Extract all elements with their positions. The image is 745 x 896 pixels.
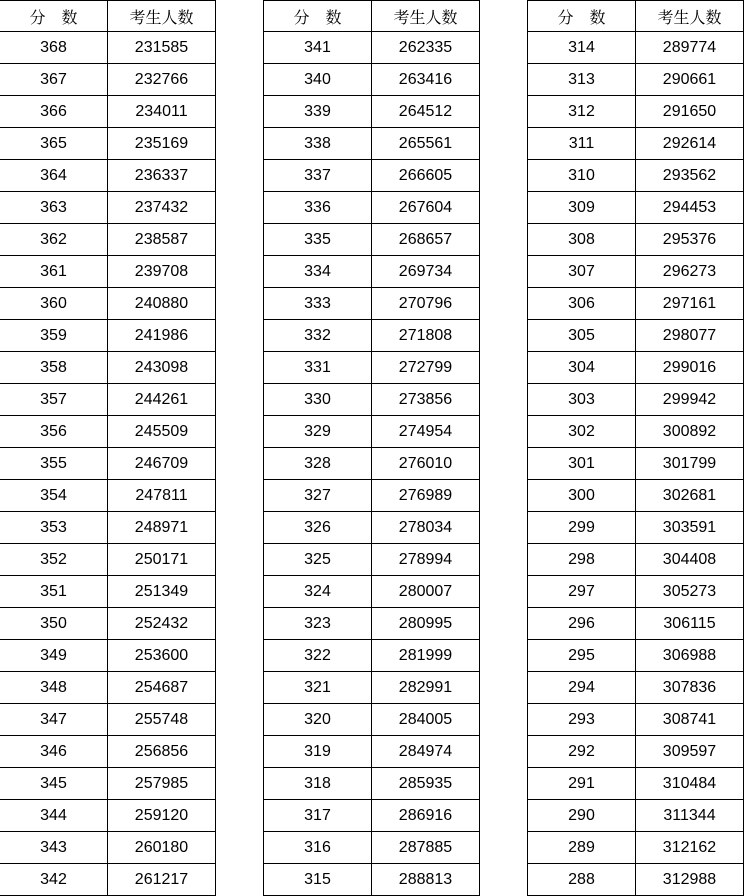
score-cell: 323 (264, 608, 372, 640)
score-table-2 (263, 0, 480, 896)
table-row (528, 64, 744, 96)
table-row (264, 416, 480, 448)
table-row (0, 288, 216, 320)
table-row (0, 640, 216, 672)
score-cell: 306 (528, 288, 636, 320)
table-row (528, 416, 744, 448)
table-row (264, 448, 480, 480)
count-cell: 293562 (636, 160, 744, 192)
score-cell: 304 (528, 352, 636, 384)
header-row (0, 1, 216, 32)
score-cell: 319 (264, 736, 372, 768)
table-body (528, 32, 744, 896)
score-cell: 333 (264, 288, 372, 320)
count-cell: 297161 (636, 288, 744, 320)
count-cell: 270796 (372, 288, 480, 320)
table-row (528, 192, 744, 224)
table-row (0, 736, 216, 768)
score-cell: 320 (264, 704, 372, 736)
header-row (528, 1, 744, 32)
score-cell: 334 (264, 256, 372, 288)
table-row (264, 160, 480, 192)
table-row (0, 128, 216, 160)
count-cell: 280995 (372, 608, 480, 640)
score-cell: 363 (0, 192, 108, 224)
score-cell: 350 (0, 608, 108, 640)
table-row (528, 96, 744, 128)
table-row (264, 672, 480, 704)
table-row (264, 288, 480, 320)
score-column-header: 分 数 (528, 1, 636, 32)
table-row (264, 800, 480, 832)
count-cell: 267604 (372, 192, 480, 224)
count-cell: 262335 (372, 32, 480, 64)
score-cell: 330 (264, 384, 372, 416)
score-column-header: 分 数 (0, 1, 108, 32)
count-cell: 307836 (636, 672, 744, 704)
count-cell: 247811 (108, 480, 216, 512)
score-cell: 366 (0, 96, 108, 128)
table-row (528, 640, 744, 672)
table-row (264, 640, 480, 672)
count-cell: 310484 (636, 768, 744, 800)
score-cell: 353 (0, 512, 108, 544)
count-cell: 273856 (372, 384, 480, 416)
score-cell: 311 (528, 128, 636, 160)
score-cell: 295 (528, 640, 636, 672)
score-cell: 331 (264, 352, 372, 384)
table-row (528, 320, 744, 352)
count-cell: 243098 (108, 352, 216, 384)
count-cell: 268657 (372, 224, 480, 256)
count-cell: 265561 (372, 128, 480, 160)
count-cell: 278034 (372, 512, 480, 544)
count-cell: 245509 (108, 416, 216, 448)
table-row (528, 736, 744, 768)
score-cell: 314 (528, 32, 636, 64)
score-cell: 327 (264, 480, 372, 512)
count-cell: 282991 (372, 672, 480, 704)
table-row (264, 576, 480, 608)
table-row (0, 512, 216, 544)
count-cell: 246709 (108, 448, 216, 480)
count-cell: 286916 (372, 800, 480, 832)
count-cell: 257985 (108, 768, 216, 800)
count-cell: 284005 (372, 704, 480, 736)
table-row (528, 384, 744, 416)
score-cell: 313 (528, 64, 636, 96)
score-table-1 (0, 0, 216, 896)
score-cell: 289 (528, 832, 636, 864)
count-cell: 266605 (372, 160, 480, 192)
score-cell: 335 (264, 224, 372, 256)
table-row (0, 352, 216, 384)
score-cell: 312 (528, 96, 636, 128)
table-row (264, 608, 480, 640)
table-row (264, 64, 480, 96)
count-cell: 288813 (372, 864, 480, 896)
table-row (0, 832, 216, 864)
table-row (528, 160, 744, 192)
table-row (0, 800, 216, 832)
table-row (0, 320, 216, 352)
header-row (264, 1, 480, 32)
score-cell: 365 (0, 128, 108, 160)
count-cell: 292614 (636, 128, 744, 160)
score-cell: 315 (264, 864, 372, 896)
score-cell: 307 (528, 256, 636, 288)
count-cell: 278994 (372, 544, 480, 576)
score-cell: 292 (528, 736, 636, 768)
count-cell: 294453 (636, 192, 744, 224)
count-cell: 312162 (636, 832, 744, 864)
count-cell: 263416 (372, 64, 480, 96)
table-row (0, 704, 216, 736)
table-row (528, 128, 744, 160)
score-cell: 303 (528, 384, 636, 416)
table-row (0, 448, 216, 480)
score-cell: 359 (0, 320, 108, 352)
count-cell: 237432 (108, 192, 216, 224)
count-cell: 235169 (108, 128, 216, 160)
count-cell: 255748 (108, 704, 216, 736)
count-cell: 264512 (372, 96, 480, 128)
table-row (264, 192, 480, 224)
count-cell: 240880 (108, 288, 216, 320)
table-row (0, 544, 216, 576)
count-cell: 299016 (636, 352, 744, 384)
score-cell: 317 (264, 800, 372, 832)
count-cell: 301799 (636, 448, 744, 480)
count-column-header: 考生人数 (372, 1, 480, 32)
score-cell: 338 (264, 128, 372, 160)
count-cell: 312988 (636, 864, 744, 896)
score-cell: 344 (0, 800, 108, 832)
table-row (264, 704, 480, 736)
count-cell: 289774 (636, 32, 744, 64)
score-cell: 352 (0, 544, 108, 576)
table-row (264, 512, 480, 544)
table-row (528, 480, 744, 512)
score-cell: 294 (528, 672, 636, 704)
count-cell: 296273 (636, 256, 744, 288)
count-cell: 236337 (108, 160, 216, 192)
count-cell: 302681 (636, 480, 744, 512)
score-cell: 367 (0, 64, 108, 96)
score-cell: 329 (264, 416, 372, 448)
score-cell: 297 (528, 576, 636, 608)
count-cell: 303591 (636, 512, 744, 544)
score-cell: 308 (528, 224, 636, 256)
count-cell: 304408 (636, 544, 744, 576)
score-cell: 346 (0, 736, 108, 768)
score-cell: 341 (264, 32, 372, 64)
score-cell: 355 (0, 448, 108, 480)
count-cell: 256856 (108, 736, 216, 768)
table-row (264, 320, 480, 352)
table-row (0, 160, 216, 192)
table-row (264, 832, 480, 864)
score-cell: 337 (264, 160, 372, 192)
table-row (528, 704, 744, 736)
count-cell: 299942 (636, 384, 744, 416)
score-table-3 (527, 0, 744, 896)
table-row (0, 576, 216, 608)
count-cell: 291650 (636, 96, 744, 128)
table-row (264, 128, 480, 160)
score-cell: 328 (264, 448, 372, 480)
count-cell: 250171 (108, 544, 216, 576)
table-row (0, 64, 216, 96)
table-row (264, 352, 480, 384)
table-row (0, 768, 216, 800)
count-cell: 281999 (372, 640, 480, 672)
score-cell: 347 (0, 704, 108, 736)
score-cell: 368 (0, 32, 108, 64)
count-cell: 261217 (108, 864, 216, 896)
score-cell: 290 (528, 800, 636, 832)
count-cell: 305273 (636, 576, 744, 608)
table-row (0, 672, 216, 704)
score-cell: 351 (0, 576, 108, 608)
score-cell: 342 (0, 864, 108, 896)
table-row (0, 96, 216, 128)
table-row (264, 544, 480, 576)
table-row (528, 672, 744, 704)
score-cell: 345 (0, 768, 108, 800)
table-row (528, 832, 744, 864)
table-row (0, 192, 216, 224)
table-row (528, 768, 744, 800)
count-cell: 241986 (108, 320, 216, 352)
table-row (528, 544, 744, 576)
count-cell: 252432 (108, 608, 216, 640)
table-body (264, 32, 480, 896)
score-cell: 348 (0, 672, 108, 704)
count-cell: 239708 (108, 256, 216, 288)
table-row (264, 32, 480, 64)
table-row (528, 448, 744, 480)
table-row (264, 96, 480, 128)
score-cell: 332 (264, 320, 372, 352)
table-row (0, 224, 216, 256)
table-body (0, 32, 216, 896)
count-cell: 231585 (108, 32, 216, 64)
score-cell: 349 (0, 640, 108, 672)
count-cell: 274954 (372, 416, 480, 448)
table-row (528, 800, 744, 832)
score-cell: 316 (264, 832, 372, 864)
score-cell: 291 (528, 768, 636, 800)
score-cell: 336 (264, 192, 372, 224)
count-cell: 295376 (636, 224, 744, 256)
table-row (528, 32, 744, 64)
score-cell: 364 (0, 160, 108, 192)
count-cell: 300892 (636, 416, 744, 448)
score-cell: 339 (264, 96, 372, 128)
score-cell: 300 (528, 480, 636, 512)
score-cell: 358 (0, 352, 108, 384)
count-cell: 259120 (108, 800, 216, 832)
count-cell: 251349 (108, 576, 216, 608)
score-cell: 325 (264, 544, 372, 576)
table-row (264, 256, 480, 288)
count-cell: 280007 (372, 576, 480, 608)
table-row (0, 384, 216, 416)
score-cell: 362 (0, 224, 108, 256)
score-cell: 309 (528, 192, 636, 224)
count-cell: 306988 (636, 640, 744, 672)
score-cell: 305 (528, 320, 636, 352)
count-cell: 238587 (108, 224, 216, 256)
count-cell: 276010 (372, 448, 480, 480)
count-column-header: 考生人数 (108, 1, 216, 32)
count-cell: 260180 (108, 832, 216, 864)
score-cell: 318 (264, 768, 372, 800)
table-row (264, 384, 480, 416)
count-cell: 287885 (372, 832, 480, 864)
score-cell: 357 (0, 384, 108, 416)
score-cell: 321 (264, 672, 372, 704)
score-cell: 343 (0, 832, 108, 864)
count-cell: 248971 (108, 512, 216, 544)
score-cell: 296 (528, 608, 636, 640)
table-row (528, 512, 744, 544)
count-cell: 254687 (108, 672, 216, 704)
count-cell: 284974 (372, 736, 480, 768)
score-cell: 299 (528, 512, 636, 544)
count-cell: 269734 (372, 256, 480, 288)
score-cell: 310 (528, 160, 636, 192)
count-cell: 232766 (108, 64, 216, 96)
score-cell: 340 (264, 64, 372, 96)
score-cell: 288 (528, 864, 636, 896)
count-cell: 272799 (372, 352, 480, 384)
score-cell: 298 (528, 544, 636, 576)
table-row (264, 768, 480, 800)
score-cell: 356 (0, 416, 108, 448)
table-row (528, 576, 744, 608)
count-cell: 253600 (108, 640, 216, 672)
score-cell: 324 (264, 576, 372, 608)
count-cell: 308741 (636, 704, 744, 736)
table-row (528, 288, 744, 320)
score-cell: 301 (528, 448, 636, 480)
score-column-header: 分 数 (264, 1, 372, 32)
table-row (528, 608, 744, 640)
score-cell: 360 (0, 288, 108, 320)
score-cell: 361 (0, 256, 108, 288)
count-cell: 290661 (636, 64, 744, 96)
score-cell: 326 (264, 512, 372, 544)
count-cell: 271808 (372, 320, 480, 352)
count-cell: 311344 (636, 800, 744, 832)
score-cell: 302 (528, 416, 636, 448)
score-cell: 354 (0, 480, 108, 512)
table-row (528, 256, 744, 288)
score-cell: 293 (528, 704, 636, 736)
table-row (0, 608, 216, 640)
count-cell: 309597 (636, 736, 744, 768)
table-row (0, 32, 216, 64)
count-cell: 244261 (108, 384, 216, 416)
count-cell: 306115 (636, 608, 744, 640)
score-cell: 322 (264, 640, 372, 672)
table-row (264, 224, 480, 256)
count-cell: 298077 (636, 320, 744, 352)
table-row (264, 736, 480, 768)
table-row (0, 480, 216, 512)
table-row (264, 480, 480, 512)
count-cell: 276989 (372, 480, 480, 512)
table-row (0, 256, 216, 288)
table-row (528, 352, 744, 384)
count-column-header: 考生人数 (636, 1, 744, 32)
count-cell: 234011 (108, 96, 216, 128)
count-cell: 285935 (372, 768, 480, 800)
table-row (0, 416, 216, 448)
table-row (528, 224, 744, 256)
